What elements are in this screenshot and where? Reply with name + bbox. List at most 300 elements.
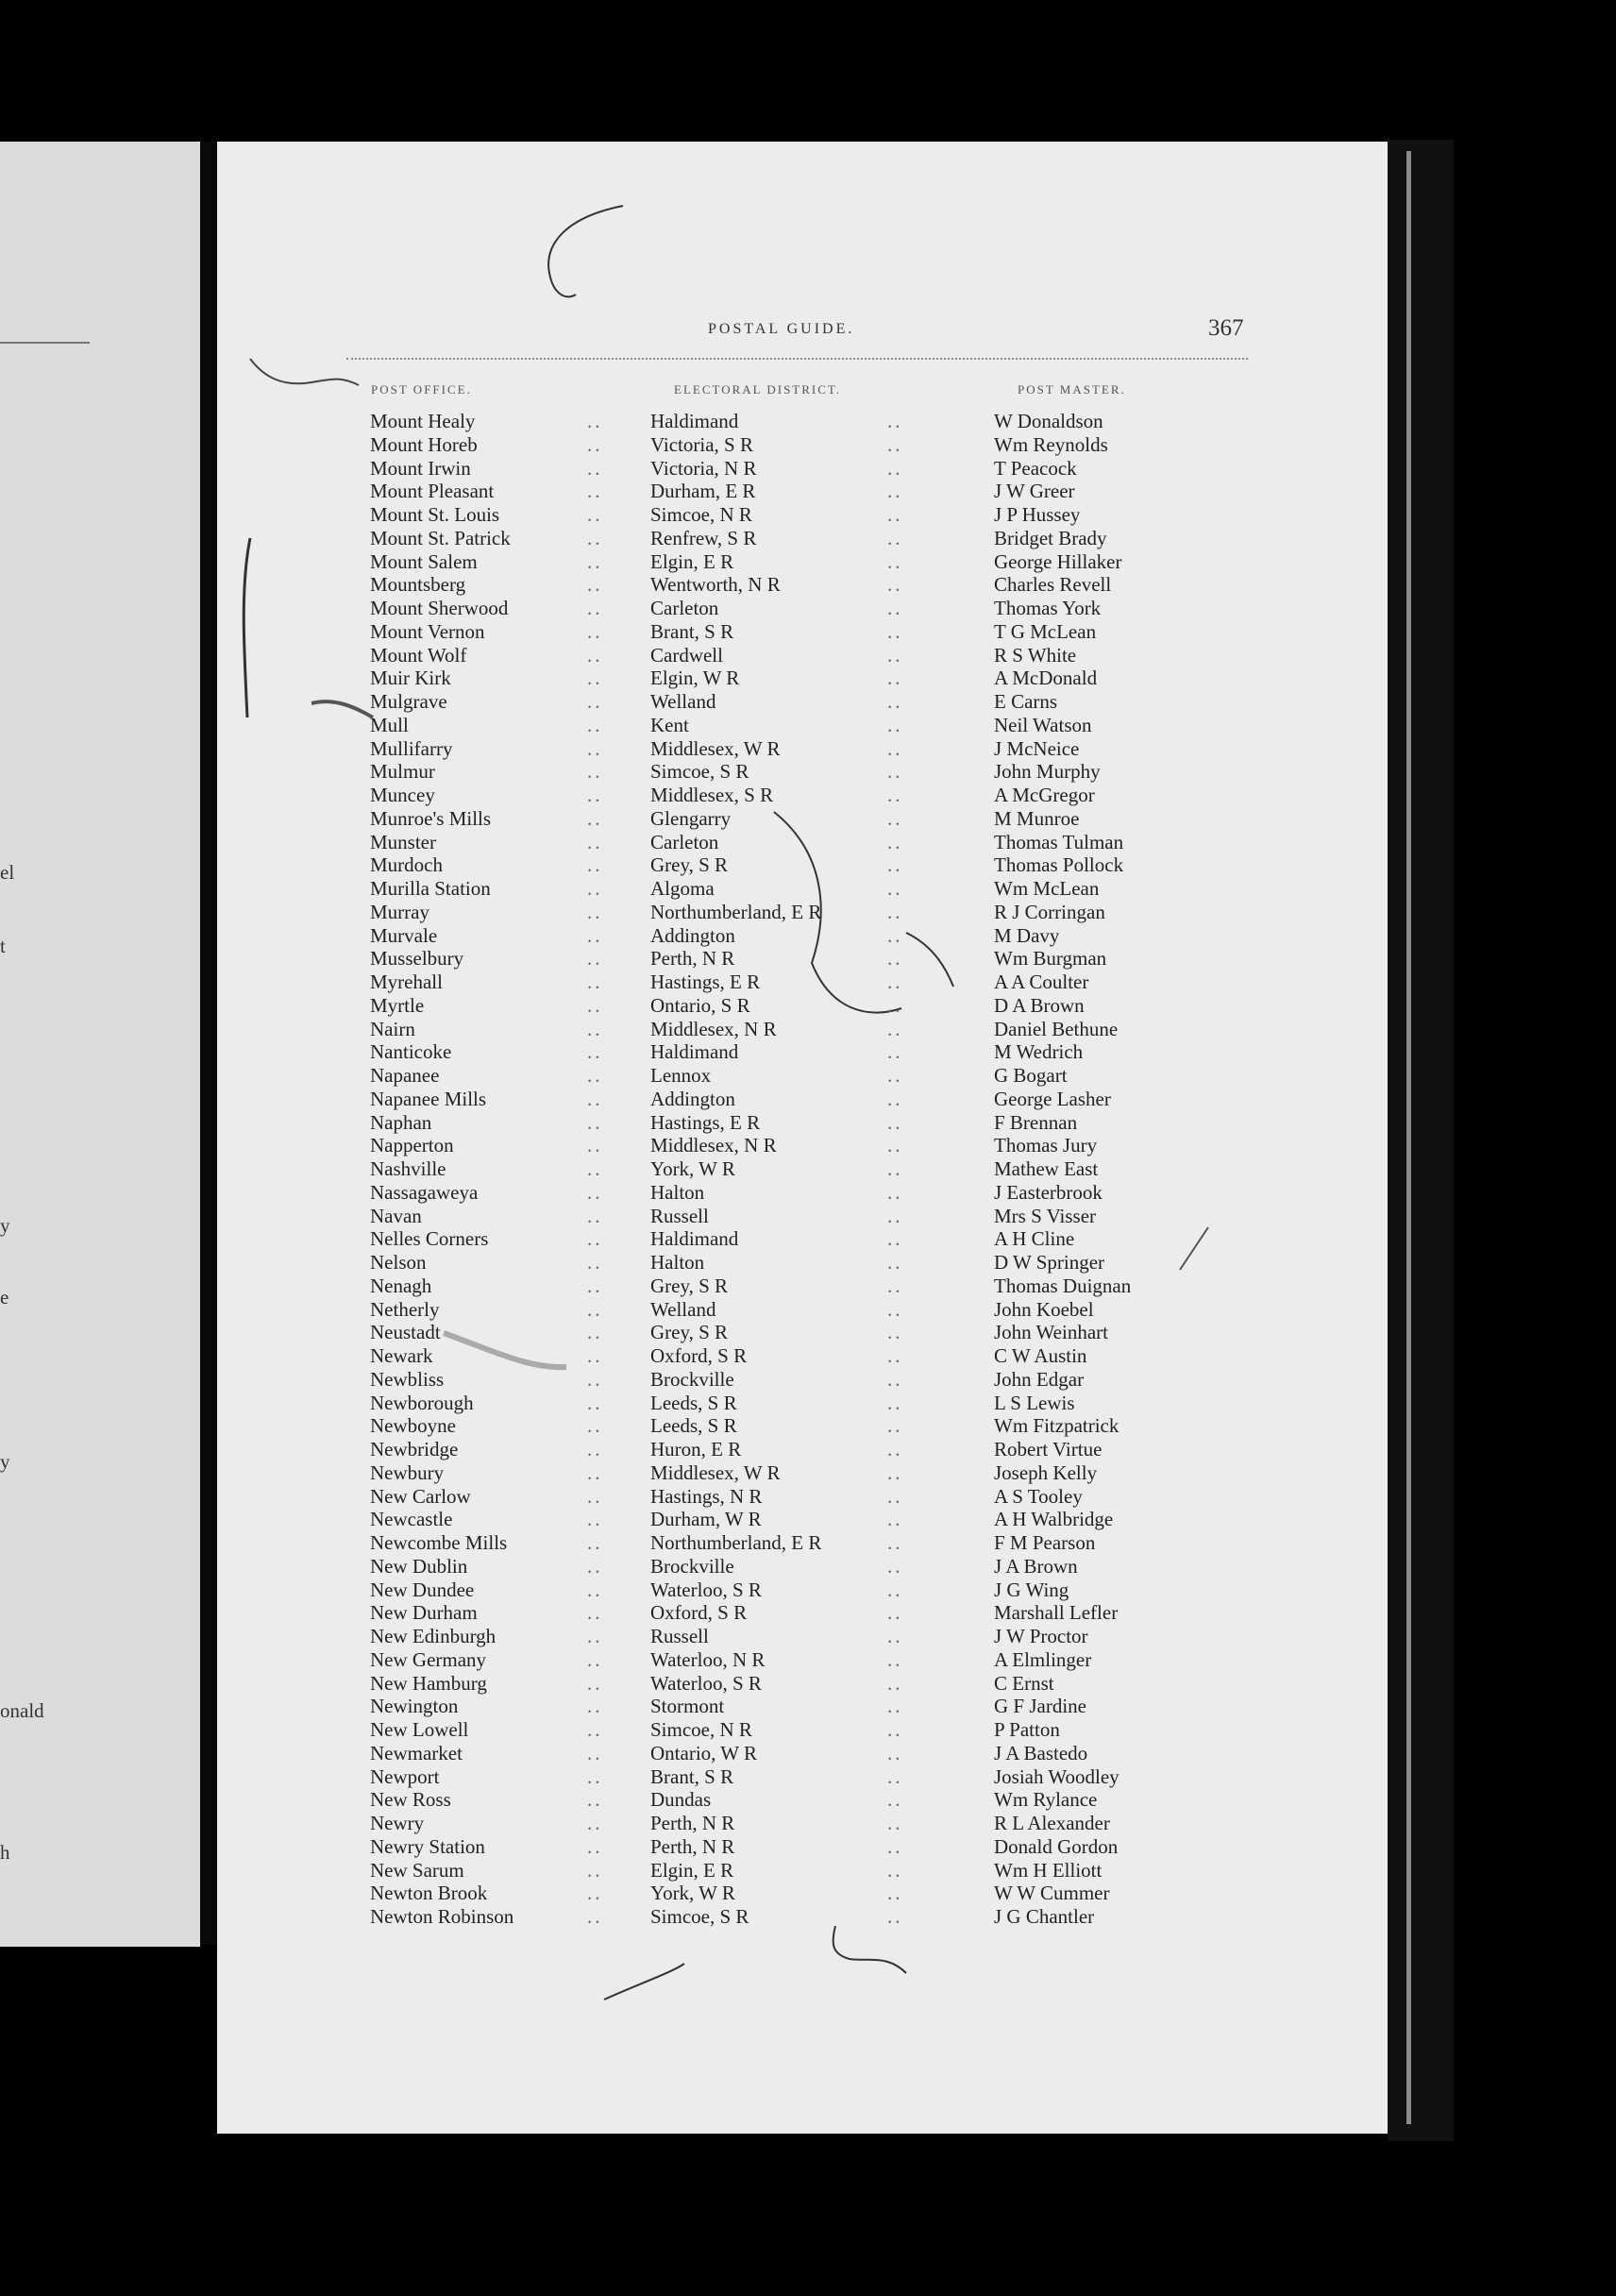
post-office-cell: Newton Robinson bbox=[370, 1905, 514, 1928]
table-row bbox=[0, 831, 1616, 854]
electoral-district-cell: Addington bbox=[650, 923, 735, 947]
leader-dots: .. bbox=[587, 1251, 603, 1274]
leader-dots: .. bbox=[587, 784, 603, 806]
post-office-cell: Nenagh bbox=[370, 1274, 432, 1297]
leader-dots: .. bbox=[887, 1905, 903, 1928]
post-master-cell: J P Hussey bbox=[994, 503, 1081, 526]
facing-page-fragment: el bbox=[0, 861, 15, 884]
leader-dots: .. bbox=[587, 1017, 603, 1040]
post-office-cell: Murilla Station bbox=[370, 877, 491, 900]
leader-dots: .. bbox=[587, 853, 603, 877]
electoral-district-cell: Russell bbox=[650, 1204, 709, 1227]
post-master-cell: D A Brown bbox=[994, 993, 1085, 1017]
leader-dots: .. bbox=[587, 877, 603, 900]
table-row bbox=[0, 901, 1616, 924]
post-master-cell: Wm Rylance bbox=[994, 1788, 1098, 1812]
post-master-cell: C Ernst bbox=[994, 1671, 1054, 1695]
post-office-cell: Mount Horeb bbox=[370, 432, 478, 456]
leader-dots: .. bbox=[887, 971, 903, 993]
leader-dots: .. bbox=[587, 1391, 603, 1414]
table-row bbox=[0, 784, 1616, 807]
post-office-cell: Napperton bbox=[370, 1134, 454, 1157]
post-office-cell: Navan bbox=[370, 1204, 422, 1227]
post-office-cell: Muir Kirk bbox=[370, 667, 451, 690]
table-row bbox=[0, 597, 1616, 620]
table-row bbox=[0, 1275, 1616, 1298]
post-office-cell: Nashville bbox=[370, 1157, 446, 1180]
leader-dots: .. bbox=[887, 1227, 903, 1251]
leader-dots: .. bbox=[887, 1695, 903, 1718]
leader-dots: .. bbox=[587, 1882, 603, 1905]
facing-page-fragment: onald bbox=[0, 1699, 44, 1722]
leader-dots: .. bbox=[587, 1741, 603, 1764]
leader-dots: .. bbox=[587, 1367, 603, 1391]
electoral-district-cell: Welland bbox=[650, 1297, 716, 1321]
table-row bbox=[0, 1157, 1616, 1181]
electoral-district-cell: Middlesex, N R bbox=[650, 1134, 777, 1157]
leader-dots: .. bbox=[887, 760, 903, 784]
table-row bbox=[0, 1134, 1616, 1157]
leader-dots: .. bbox=[887, 713, 903, 736]
leader-dots: .. bbox=[587, 947, 603, 971]
leader-dots: .. bbox=[587, 410, 603, 432]
post-office-header: POST OFFICE. bbox=[371, 382, 472, 397]
leader-dots: .. bbox=[887, 1834, 903, 1858]
post-master-cell: A McDonald bbox=[994, 667, 1098, 690]
leader-dots: .. bbox=[887, 1391, 903, 1414]
leader-dots: .. bbox=[887, 573, 903, 597]
post-master-cell: A S Tooley bbox=[994, 1484, 1083, 1508]
electoral-district-header: ELECTORAL DISTRICT. bbox=[674, 382, 842, 397]
electoral-district-cell: Ontario, S R bbox=[650, 993, 750, 1017]
post-office-cell: Murdoch bbox=[370, 853, 443, 877]
post-master-cell: John Murphy bbox=[994, 760, 1101, 784]
leader-dots: .. bbox=[887, 1671, 903, 1695]
post-office-cell: Mulgrave bbox=[370, 690, 447, 713]
table-row bbox=[0, 620, 1616, 644]
table-row bbox=[0, 1414, 1616, 1438]
leader-dots: .. bbox=[887, 1087, 903, 1110]
post-office-cell: Napanee Mills bbox=[370, 1087, 487, 1110]
facing-page-fragment: y bbox=[0, 1450, 10, 1473]
post-master-cell: John Edgar bbox=[994, 1367, 1085, 1391]
post-office-cell: Newcombe Mills bbox=[370, 1531, 508, 1554]
post-office-cell: Mountsberg bbox=[370, 573, 466, 597]
post-master-cell: Thomas Duignan bbox=[994, 1274, 1132, 1297]
post-office-cell: Newark bbox=[370, 1344, 433, 1367]
leader-dots: .. bbox=[587, 573, 603, 597]
post-master-cell: A H Walbridge bbox=[994, 1508, 1114, 1531]
table-row bbox=[0, 644, 1616, 667]
post-office-cell: Nelson bbox=[370, 1251, 427, 1274]
electoral-district-cell: York, W R bbox=[650, 1882, 735, 1905]
leader-dots: .. bbox=[887, 1017, 903, 1040]
post-office-cell: New Dundee bbox=[370, 1578, 475, 1601]
page-number: 367 bbox=[1208, 315, 1244, 341]
table-row bbox=[0, 853, 1616, 877]
post-office-cell: New Durham bbox=[370, 1601, 478, 1625]
leader-dots: .. bbox=[587, 1484, 603, 1508]
table-row bbox=[0, 1064, 1616, 1088]
leader-dots: .. bbox=[887, 1040, 903, 1064]
electoral-district-cell: York, W R bbox=[650, 1157, 735, 1180]
electoral-district-cell: Stormont bbox=[650, 1695, 725, 1718]
leader-dots: .. bbox=[587, 1834, 603, 1858]
leader-dots: .. bbox=[587, 597, 603, 619]
post-office-cell: Neustadt bbox=[370, 1321, 441, 1344]
post-master-cell: J McNeice bbox=[994, 736, 1080, 760]
leader-dots: .. bbox=[587, 1297, 603, 1321]
post-office-cell: New Edinburgh bbox=[370, 1625, 497, 1647]
electoral-district-cell: Leeds, S R bbox=[650, 1391, 737, 1414]
post-office-cell: New Ross bbox=[370, 1788, 451, 1812]
post-master-cell: Bridget Brady bbox=[994, 526, 1107, 549]
table-row bbox=[0, 433, 1616, 457]
leader-dots: .. bbox=[587, 1460, 603, 1484]
leader-dots: .. bbox=[887, 1367, 903, 1391]
post-master-cell: A A Coulter bbox=[994, 971, 1089, 993]
leader-dots: .. bbox=[887, 1414, 903, 1438]
leader-dots: .. bbox=[887, 1601, 903, 1625]
electoral-district-cell: Brant, S R bbox=[650, 1764, 734, 1788]
electoral-district-cell: Carleton bbox=[650, 830, 719, 853]
electoral-district-cell: Kent bbox=[650, 713, 689, 736]
leader-dots: .. bbox=[887, 1484, 903, 1508]
leader-dots: .. bbox=[587, 526, 603, 549]
post-master-cell: J W Greer bbox=[994, 480, 1075, 503]
table-row bbox=[0, 1859, 1616, 1882]
leader-dots: .. bbox=[887, 736, 903, 760]
leader-dots: .. bbox=[887, 1438, 903, 1460]
table-row bbox=[0, 1882, 1616, 1905]
post-master-header: POST MASTER. bbox=[1018, 382, 1126, 397]
table-row bbox=[0, 1368, 1616, 1392]
leader-dots: .. bbox=[587, 1204, 603, 1227]
table-row bbox=[0, 971, 1616, 994]
leader-dots: .. bbox=[887, 1788, 903, 1812]
post-office-cell: Myrtle bbox=[370, 993, 425, 1017]
electoral-district-cell: Russell bbox=[650, 1625, 709, 1647]
leader-dots: .. bbox=[587, 1601, 603, 1625]
leader-dots: .. bbox=[587, 1764, 603, 1788]
post-office-cell: Munroe's Mills bbox=[370, 806, 492, 830]
table-row bbox=[0, 1718, 1616, 1742]
post-master-cell: M Munroe bbox=[994, 806, 1080, 830]
electoral-district-cell: Middlesex, N R bbox=[650, 1017, 777, 1040]
electoral-district-cell: Grey, S R bbox=[650, 1274, 729, 1297]
electoral-district-cell: Brockville bbox=[650, 1367, 734, 1391]
post-master-cell: George Hillaker bbox=[994, 549, 1122, 573]
post-master-cell: J A Brown bbox=[994, 1554, 1078, 1578]
facing-page-fragment: t bbox=[0, 935, 6, 957]
leader-dots: .. bbox=[587, 1157, 603, 1180]
leader-dots: .. bbox=[887, 1460, 903, 1484]
leader-dots: .. bbox=[587, 667, 603, 690]
table-row bbox=[0, 1251, 1616, 1275]
electoral-district-cell: Durham, W R bbox=[650, 1508, 762, 1531]
leader-dots: .. bbox=[587, 1905, 603, 1928]
electoral-district-cell: Halton bbox=[650, 1251, 705, 1274]
leader-dots: .. bbox=[587, 1344, 603, 1367]
leader-dots: .. bbox=[587, 1087, 603, 1110]
post-office-cell: Mount St. Patrick bbox=[370, 526, 511, 549]
leader-dots: .. bbox=[887, 480, 903, 503]
post-office-cell: Newbliss bbox=[370, 1367, 445, 1391]
electoral-district-cell: Victoria, N R bbox=[650, 456, 757, 480]
leader-dots: .. bbox=[887, 830, 903, 853]
leader-dots: .. bbox=[887, 1274, 903, 1297]
post-master-cell: J G Chantler bbox=[994, 1905, 1095, 1928]
electoral-district-cell: Grey, S R bbox=[650, 1321, 729, 1344]
electoral-district-cell: Glengarry bbox=[650, 806, 732, 830]
post-office-cell: Newbridge bbox=[370, 1438, 459, 1460]
electoral-district-cell: Middlesex, W R bbox=[650, 736, 781, 760]
post-office-cell: New Sarum bbox=[370, 1858, 464, 1882]
electoral-district-cell: Oxford, S R bbox=[650, 1601, 748, 1625]
leader-dots: .. bbox=[887, 619, 903, 643]
post-office-cell: Mullifarry bbox=[370, 736, 453, 760]
leader-dots: .. bbox=[887, 526, 903, 549]
leader-dots: .. bbox=[887, 667, 903, 690]
post-master-cell: J A Bastedo bbox=[994, 1741, 1088, 1764]
post-office-cell: Newton Brook bbox=[370, 1882, 488, 1905]
table-row bbox=[0, 573, 1616, 597]
post-office-cell: Newboyne bbox=[370, 1414, 456, 1438]
electoral-district-cell: Grey, S R bbox=[650, 853, 729, 877]
post-office-cell: Mount Irwin bbox=[370, 456, 471, 480]
leader-dots: .. bbox=[587, 923, 603, 947]
table-row bbox=[0, 1205, 1616, 1228]
electoral-district-cell: Northumberland, E R bbox=[650, 1531, 822, 1554]
electoral-district-cell: Renfrew, S R bbox=[650, 526, 757, 549]
leader-dots: .. bbox=[887, 1110, 903, 1134]
leader-dots: .. bbox=[587, 1508, 603, 1531]
leader-dots: .. bbox=[587, 549, 603, 573]
electoral-district-cell: Haldimand bbox=[650, 410, 739, 432]
post-master-cell: George Lasher bbox=[994, 1087, 1111, 1110]
post-master-cell: T Peacock bbox=[994, 456, 1077, 480]
table-row bbox=[0, 1765, 1616, 1789]
electoral-district-cell: Perth, N R bbox=[650, 1834, 735, 1858]
leader-dots: .. bbox=[887, 1064, 903, 1087]
leader-dots: .. bbox=[587, 1671, 603, 1695]
table-row bbox=[0, 1531, 1616, 1555]
electoral-district-cell: Elgin, E R bbox=[650, 549, 734, 573]
post-master-cell: Thomas York bbox=[994, 597, 1102, 619]
post-office-cell: New Dublin bbox=[370, 1554, 468, 1578]
post-master-cell: Thomas Jury bbox=[994, 1134, 1098, 1157]
table-row bbox=[0, 1625, 1616, 1648]
post-master-cell: L S Lewis bbox=[994, 1391, 1075, 1414]
table-row bbox=[0, 714, 1616, 737]
post-master-cell: R S White bbox=[994, 643, 1077, 667]
post-master-cell: W W Cummer bbox=[994, 1882, 1110, 1905]
electoral-district-cell: Leeds, S R bbox=[650, 1414, 737, 1438]
post-office-cell: Newry bbox=[370, 1812, 425, 1834]
table-row bbox=[0, 1392, 1616, 1415]
leader-dots: .. bbox=[887, 1531, 903, 1554]
leader-dots: .. bbox=[887, 456, 903, 480]
electoral-district-cell: Welland bbox=[650, 690, 716, 713]
leader-dots: .. bbox=[887, 1764, 903, 1788]
table-row bbox=[0, 1905, 1616, 1929]
post-master-cell: Neil Watson bbox=[994, 713, 1092, 736]
post-office-cell: Newington bbox=[370, 1695, 459, 1718]
electoral-district-cell: Wentworth, N R bbox=[650, 573, 781, 597]
leader-dots: .. bbox=[887, 1578, 903, 1601]
post-master-cell: M Wedrich bbox=[994, 1040, 1084, 1064]
leader-dots: .. bbox=[587, 643, 603, 667]
leader-dots: .. bbox=[887, 1321, 903, 1344]
post-master-cell: Marshall Lefler bbox=[994, 1601, 1119, 1625]
leader-dots: .. bbox=[887, 806, 903, 830]
table-row bbox=[0, 1695, 1616, 1718]
post-office-cell: Munster bbox=[370, 830, 436, 853]
electoral-district-cell: Simcoe, N R bbox=[650, 1718, 752, 1741]
table-row bbox=[0, 877, 1616, 901]
post-master-cell: Wm H Elliott bbox=[994, 1858, 1103, 1882]
table-row bbox=[0, 457, 1616, 481]
table-row bbox=[0, 690, 1616, 714]
leader-dots: .. bbox=[887, 1508, 903, 1531]
post-office-cell: Mount Sherwood bbox=[370, 597, 509, 619]
table-row bbox=[0, 1742, 1616, 1765]
leader-dots: .. bbox=[887, 1882, 903, 1905]
leader-dots: .. bbox=[887, 503, 903, 526]
electoral-district-cell: Waterloo, S R bbox=[650, 1578, 762, 1601]
post-master-cell: Charles Revell bbox=[994, 573, 1112, 597]
header-rule bbox=[346, 358, 1248, 360]
post-office-cell: Newport bbox=[370, 1764, 440, 1788]
electoral-district-cell: Elgin, W R bbox=[650, 667, 740, 690]
post-master-cell: R L Alexander bbox=[994, 1812, 1110, 1834]
post-master-cell: Mrs S Visser bbox=[994, 1204, 1097, 1227]
leader-dots: .. bbox=[887, 923, 903, 947]
table-row bbox=[0, 1812, 1616, 1835]
post-master-cell: John Koebel bbox=[994, 1297, 1094, 1321]
post-master-cell: A Elmlinger bbox=[994, 1647, 1092, 1671]
electoral-district-cell: Perth, N R bbox=[650, 1812, 735, 1834]
electoral-district-cell: Algoma bbox=[650, 877, 715, 900]
electoral-district-cell: Durham, E R bbox=[650, 480, 756, 503]
post-office-cell: Nassagaweya bbox=[370, 1180, 479, 1204]
post-master-cell: J G Wing bbox=[994, 1578, 1069, 1601]
post-master-cell: Joseph Kelly bbox=[994, 1460, 1098, 1484]
post-office-cell: Napanee bbox=[370, 1064, 440, 1087]
leader-dots: .. bbox=[587, 1040, 603, 1064]
table-row bbox=[0, 1601, 1616, 1625]
post-master-cell: F Brennan bbox=[994, 1110, 1078, 1134]
post-office-cell: Mount Pleasant bbox=[370, 480, 495, 503]
facing-page-fragment: y bbox=[0, 1214, 10, 1237]
electoral-district-cell: Middlesex, W R bbox=[650, 1460, 781, 1484]
electoral-district-cell: Simcoe, S R bbox=[650, 760, 749, 784]
electoral-district-cell: Dundas bbox=[650, 1788, 712, 1812]
post-master-cell: D W Springer bbox=[994, 1251, 1105, 1274]
leader-dots: .. bbox=[887, 549, 903, 573]
table-row bbox=[0, 1181, 1616, 1205]
leader-dots: .. bbox=[587, 900, 603, 923]
post-master-cell: Thomas Pollock bbox=[994, 853, 1124, 877]
leader-dots: .. bbox=[887, 1297, 903, 1321]
leader-dots: .. bbox=[587, 1695, 603, 1718]
leader-dots: .. bbox=[887, 1812, 903, 1834]
post-master-cell: Mathew East bbox=[994, 1157, 1099, 1180]
leader-dots: .. bbox=[587, 1554, 603, 1578]
leader-dots: .. bbox=[887, 1647, 903, 1671]
table-row bbox=[0, 1321, 1616, 1344]
leader-dots: .. bbox=[587, 1788, 603, 1812]
post-office-cell: Netherly bbox=[370, 1297, 440, 1321]
post-office-cell: Mount Healy bbox=[370, 410, 476, 432]
post-master-cell: A H Cline bbox=[994, 1227, 1075, 1251]
post-master-cell: Wm Fitzpatrick bbox=[994, 1414, 1119, 1438]
table-row bbox=[0, 1485, 1616, 1509]
post-master-cell: John Weinhart bbox=[994, 1321, 1108, 1344]
table-row bbox=[0, 410, 1616, 433]
leader-dots: .. bbox=[887, 947, 903, 971]
leader-dots: .. bbox=[587, 1321, 603, 1344]
table-row bbox=[0, 480, 1616, 503]
post-master-cell: R J Corringan bbox=[994, 900, 1105, 923]
post-office-cell: New Hamburg bbox=[370, 1671, 487, 1695]
post-office-cell: Newbury bbox=[370, 1460, 445, 1484]
leader-dots: .. bbox=[587, 456, 603, 480]
leader-dots: .. bbox=[587, 736, 603, 760]
post-master-cell: A McGregor bbox=[994, 784, 1095, 806]
post-office-table bbox=[0, 410, 1616, 1929]
leader-dots: .. bbox=[587, 1438, 603, 1460]
facing-page-fragment: h bbox=[0, 1841, 10, 1864]
leader-dots: .. bbox=[587, 690, 603, 713]
post-master-cell: F M Pearson bbox=[994, 1531, 1096, 1554]
leader-dots: .. bbox=[887, 1134, 903, 1157]
leader-dots: .. bbox=[587, 713, 603, 736]
electoral-district-cell: Hastings, N R bbox=[650, 1484, 763, 1508]
leader-dots: .. bbox=[587, 1858, 603, 1882]
electoral-district-cell: Carleton bbox=[650, 597, 719, 619]
post-office-cell: Mull bbox=[370, 713, 409, 736]
table-row bbox=[0, 1461, 1616, 1485]
table-row bbox=[0, 667, 1616, 690]
electoral-district-cell: Haldimand bbox=[650, 1227, 739, 1251]
table-row bbox=[0, 1835, 1616, 1859]
table-row bbox=[0, 1040, 1616, 1064]
electoral-district-cell: Hastings, E R bbox=[650, 971, 761, 993]
running-title: POSTAL GUIDE. bbox=[708, 321, 855, 337]
leader-dots: .. bbox=[887, 597, 903, 619]
table-row bbox=[0, 1648, 1616, 1672]
post-office-cell: Myrehall bbox=[370, 971, 443, 993]
post-office-cell: Naphan bbox=[370, 1110, 432, 1134]
leader-dots: .. bbox=[587, 830, 603, 853]
electoral-district-cell: Elgin, E R bbox=[650, 1858, 734, 1882]
leader-dots: .. bbox=[887, 1554, 903, 1578]
table-row bbox=[0, 994, 1616, 1018]
leader-dots: .. bbox=[887, 1180, 903, 1204]
leader-dots: .. bbox=[587, 432, 603, 456]
electoral-district-cell: Simcoe, N R bbox=[650, 503, 752, 526]
post-master-cell: Daniel Bethune bbox=[994, 1017, 1119, 1040]
electoral-district-cell: Waterloo, S R bbox=[650, 1671, 762, 1695]
table-row bbox=[0, 1555, 1616, 1578]
electoral-district-cell: Brockville bbox=[650, 1554, 734, 1578]
post-master-cell: T G McLean bbox=[994, 619, 1097, 643]
post-office-cell: Nairn bbox=[370, 1017, 415, 1040]
leader-dots: .. bbox=[587, 1578, 603, 1601]
table-row bbox=[0, 1018, 1616, 1041]
post-master-cell: J Easterbrook bbox=[994, 1180, 1103, 1204]
